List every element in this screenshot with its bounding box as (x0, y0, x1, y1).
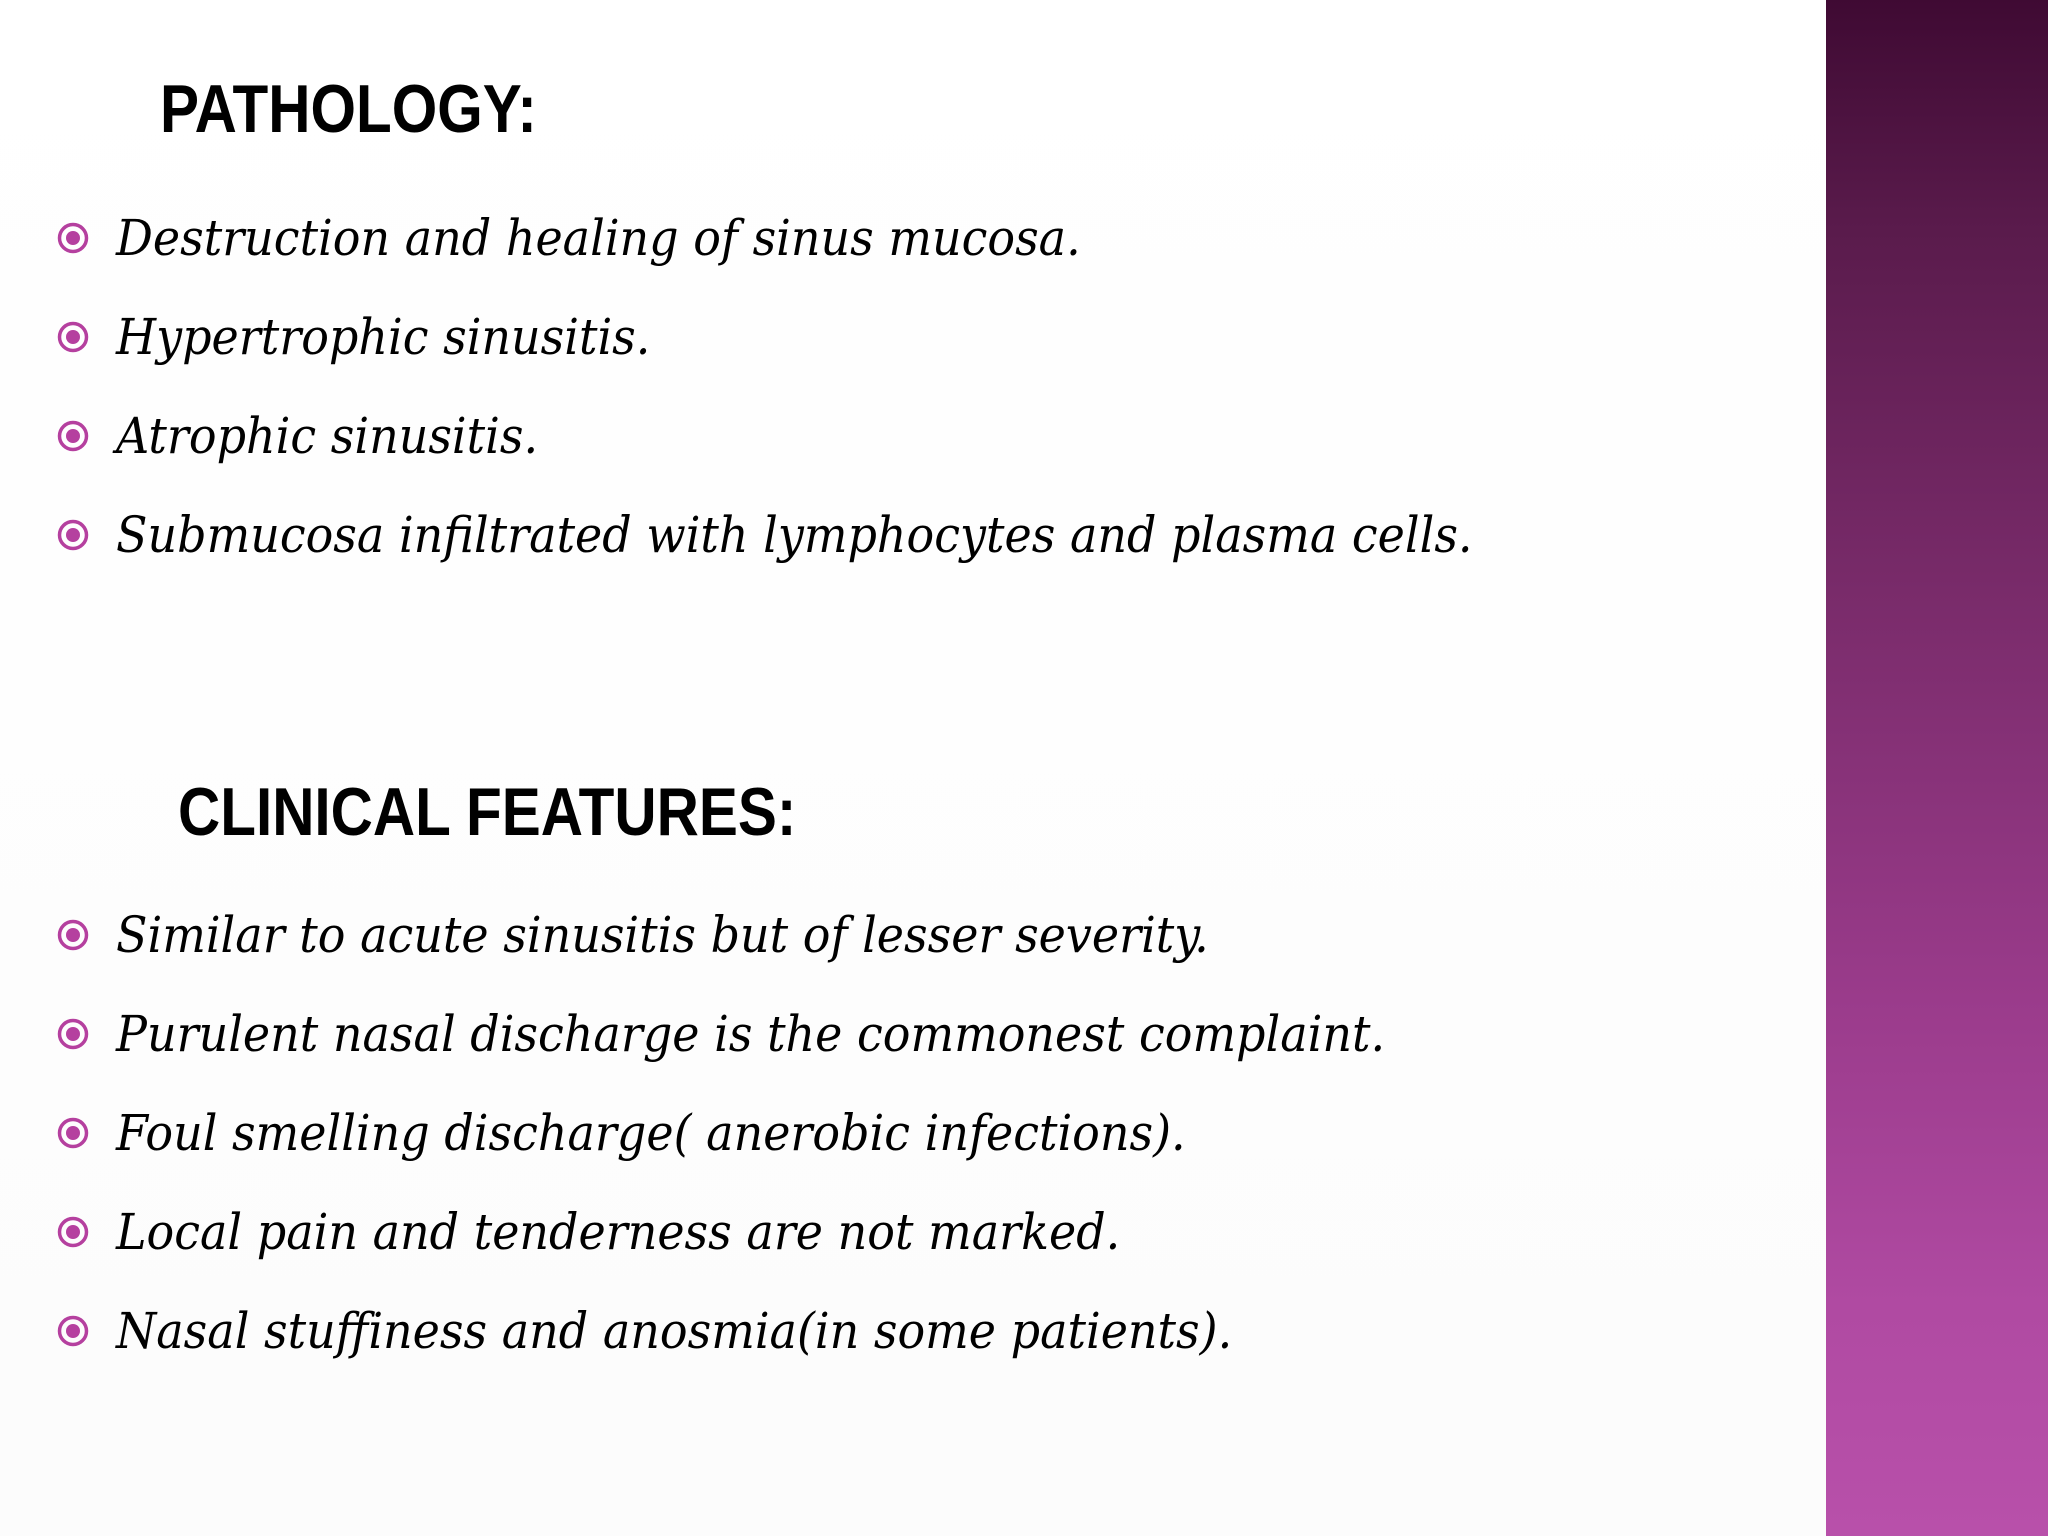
list-item (56, 386, 1591, 485)
list-item (56, 885, 1495, 984)
list-item (56, 1083, 1495, 1182)
list-item-text: Atrophic sinusitis. (116, 406, 539, 465)
list-item (56, 1182, 1495, 1281)
list-item-text: Submucosa infiltrated with lymphocytes and plasma cells. (116, 505, 1473, 564)
list-item-text: Similar to acute sinusitis but of lesser severity. (116, 905, 1209, 964)
target-bullet-icon (56, 1314, 90, 1348)
decorative-side-band (1826, 0, 2048, 1536)
list-item (56, 287, 1591, 386)
list-item (56, 188, 1591, 287)
target-bullet-icon (56, 320, 90, 354)
pathology-heading: PATHOLOGY: (160, 71, 537, 147)
target-bullet-icon (56, 1116, 90, 1150)
pathology-list (56, 188, 1591, 584)
list-item-text: Foul smelling discharge( anerobic infections). (116, 1103, 1186, 1162)
list-item-text: Hypertrophic sinusitis. (116, 307, 651, 366)
list-item (56, 485, 1591, 584)
clinical-features-list (56, 885, 1495, 1380)
list-item-text: Local pain and tenderness are not marked. (116, 1202, 1121, 1261)
target-bullet-icon (56, 1017, 90, 1051)
target-bullet-icon (56, 518, 90, 552)
list-item-text: Nasal stuffiness and anosmia(in some patients). (116, 1301, 1233, 1360)
target-bullet-icon (56, 1215, 90, 1249)
list-item-text: Destruction and healing of sinus mucosa. (116, 208, 1081, 267)
target-bullet-icon (56, 221, 90, 255)
list-item (56, 1281, 1495, 1380)
target-bullet-icon (56, 918, 90, 952)
clinical-features-heading: CLINICAL FEATURES: (178, 774, 797, 850)
target-bullet-icon (56, 419, 90, 453)
list-item-text: Purulent nasal discharge is the commonest complaint. (116, 1004, 1386, 1063)
list-item (56, 984, 1495, 1083)
